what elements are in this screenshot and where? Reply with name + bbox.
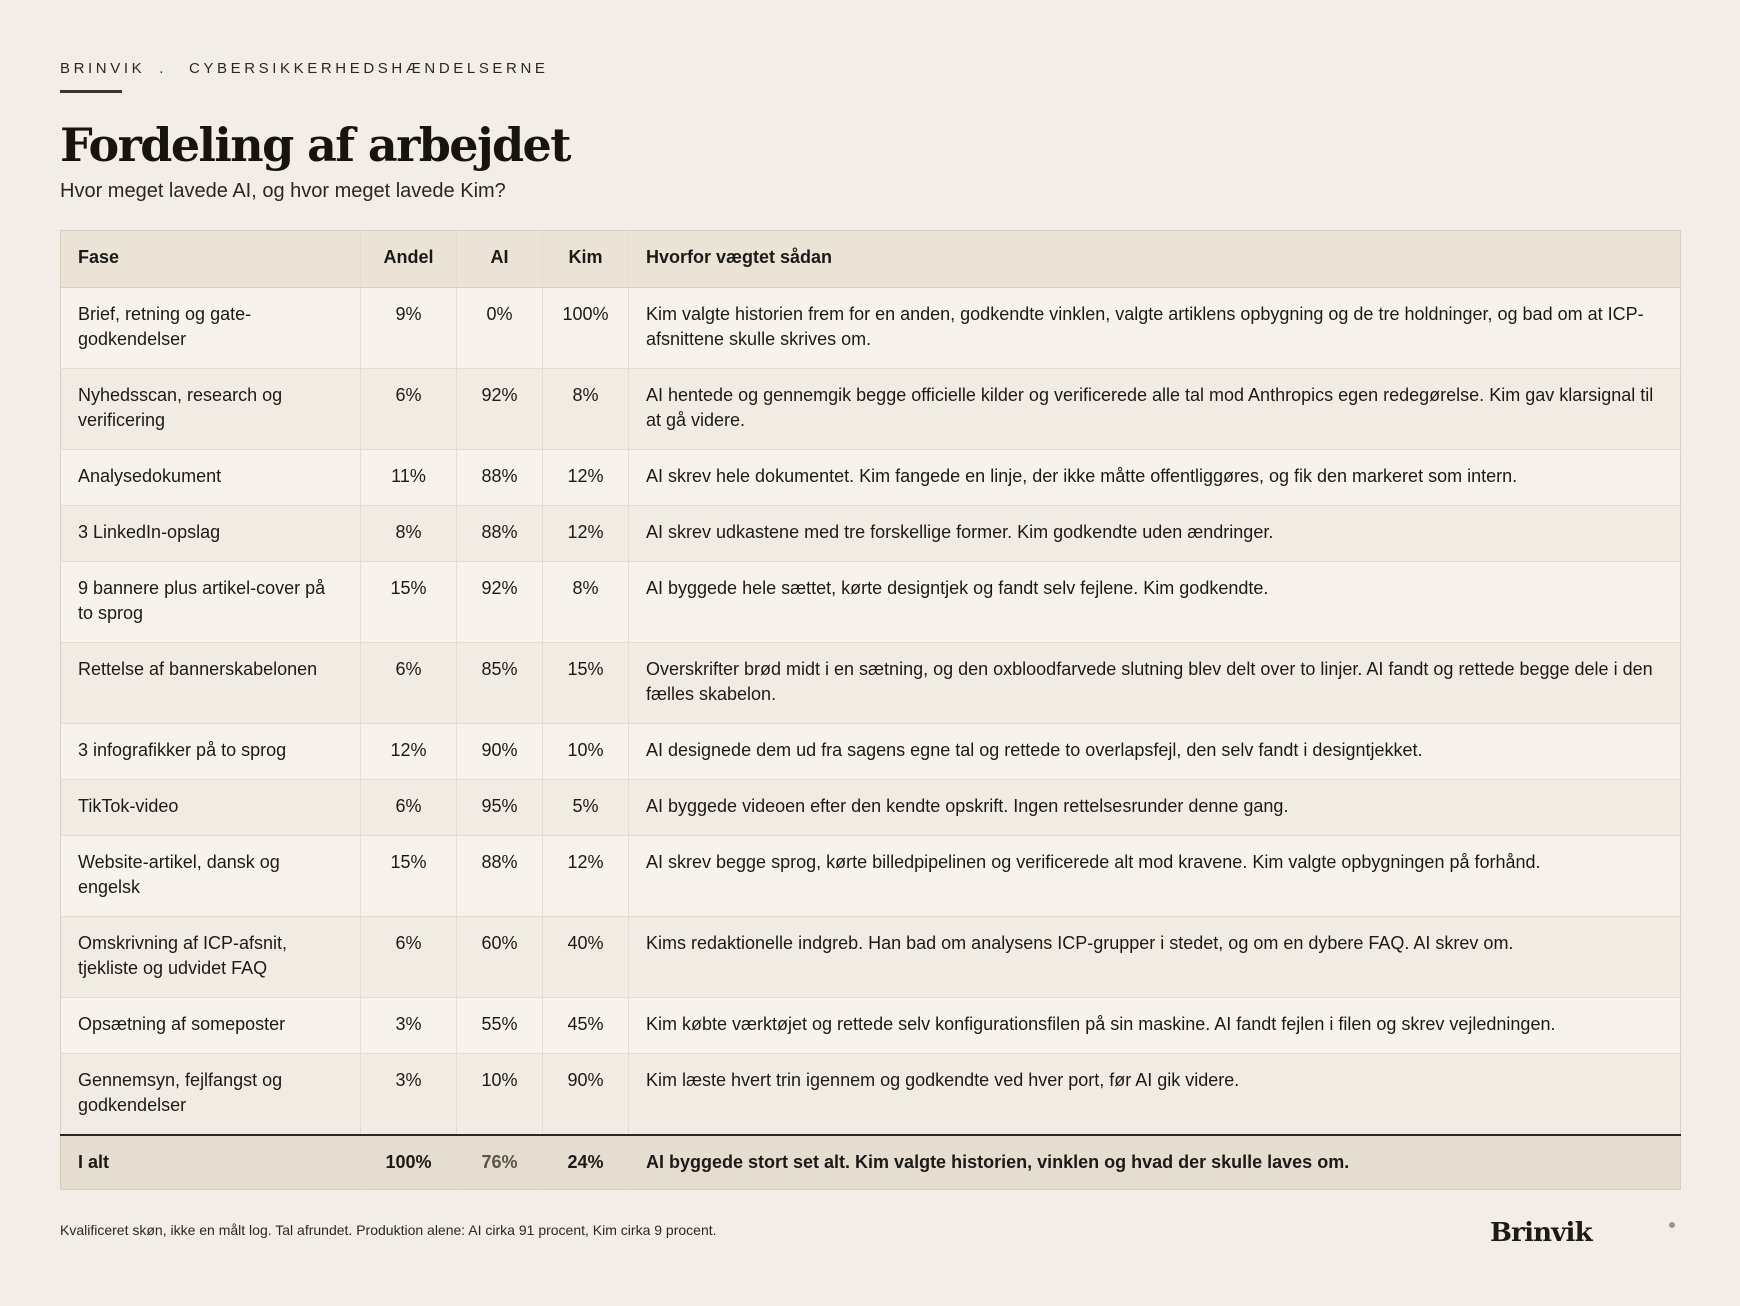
column-header-ai: AI [457,231,543,288]
table-row [61,643,1681,724]
cell-kim: 15% [543,643,629,724]
eyebrow-section: CYBERSIKKERHEDSHÆNDELSERNE [189,60,549,77]
work-distribution-table [60,230,1681,1190]
cell-kim: 12% [543,506,629,562]
cell-kim: 12% [543,836,629,917]
column-header-why: Hvorfor vægtet sådan [629,231,1681,288]
cell-ai: 10% [457,1054,543,1135]
table-total-row [61,1135,1681,1190]
total-ai: 76% [457,1135,543,1190]
cell-phase: Website-artikel, dansk og engelsk [61,836,361,917]
table-row [61,288,1681,369]
cell-ai: 85% [457,643,543,724]
eyebrow-brand: BRINVIK [60,60,146,77]
column-header-phase: Fase [61,231,361,288]
cell-ai: 88% [457,836,543,917]
cell-kim: 45% [543,998,629,1054]
footnote: Kvalificeret skøn, ikke en målt log. Tal afrundet. Produktion alene: AI cirka 91 procent, Kim cirka 9 procent. [60,1222,717,1238]
cell-phase: TikTok-video [61,780,361,836]
cell-why: AI skrev udkastene med tre forskellige former. Kim godkendte uden ændringer. [629,506,1681,562]
cell-phase: 3 infografikker på to sprog [61,724,361,780]
cell-share: 15% [361,836,457,917]
cell-share: 3% [361,998,457,1054]
table-row [61,1054,1681,1135]
cell-ai: 92% [457,562,543,643]
cell-ai: 92% [457,369,543,450]
cell-ai: 95% [457,780,543,836]
cell-phase: Analysedokument [61,450,361,506]
cell-why: AI byggede videoen efter den kendte opskrift. Ingen rettelsesrunder denne gang. [629,780,1681,836]
eyebrow-separator: . [159,60,167,77]
total-share: 100% [361,1135,457,1190]
column-header-kim: Kim [543,231,629,288]
cell-ai: 90% [457,724,543,780]
cell-share: 6% [361,917,457,998]
cell-share: 15% [361,562,457,643]
cell-kim: 90% [543,1054,629,1135]
table-row [61,450,1681,506]
cell-share: 3% [361,1054,457,1135]
cell-why: Kim valgte historien frem for en anden, godkendte vinklen, valgte artiklens opbygning og de tre holdninger, og bad om at ICP-afsnittene skulle skrives om. [629,288,1681,369]
cell-ai: 88% [457,506,543,562]
cell-why: Kim læste hvert trin igennem og godkendte ved hver port, før AI gik videre. [629,1054,1681,1135]
cell-ai: 0% [457,288,543,369]
eyebrow [60,60,549,77]
cell-why: AI designede dem ud fra sagens egne tal og rettede to overlapsfejl, den selv fandt i designtjekket. [629,724,1681,780]
table-row [61,506,1681,562]
table-row [61,780,1681,836]
cell-kim: 5% [543,780,629,836]
cell-ai: 88% [457,450,543,506]
table-row [61,836,1681,917]
cell-why: AI skrev hele dokumentet. Kim fangede en linje, der ikke måtte offentliggøres, og fik den markeret som intern. [629,450,1681,506]
brand-logo: Brinvik [1490,1218,1592,1248]
column-header-share: Andel [361,231,457,288]
table-row [61,998,1681,1054]
table-row [61,369,1681,450]
cell-phase: Omskrivning af ICP-afsnit, tjekliste og udvidet FAQ [61,917,361,998]
cell-kim: 12% [543,450,629,506]
page-subtitle: Hvor meget lavede AI, og hvor meget lavede Kim? [60,180,506,202]
cell-share: 11% [361,450,457,506]
cell-kim: 8% [543,369,629,450]
cell-phase: Opsætning af someposter [61,998,361,1054]
cell-why: AI byggede hele sættet, kørte designtjek og fandt selv fejlene. Kim godkendte. [629,562,1681,643]
cell-ai: 60% [457,917,543,998]
cell-phase: 3 LinkedIn-opslag [61,506,361,562]
cell-phase: Brief, retning og gate-godkendelser [61,288,361,369]
table-header-row [61,231,1681,288]
cell-kim: 40% [543,917,629,998]
table-row [61,724,1681,780]
cell-kim: 100% [543,288,629,369]
page-dot [1669,1222,1675,1228]
cell-phase: 9 bannere plus artikel-cover på to sprog [61,562,361,643]
cell-kim: 10% [543,724,629,780]
cell-share: 8% [361,506,457,562]
cell-why: AI skrev begge sprog, kørte billedpipelinen og verificerede alt mod kravene. Kim valgte opbygningen på forhånd. [629,836,1681,917]
table-row [61,917,1681,998]
cell-ai: 55% [457,998,543,1054]
total-kim: 24% [543,1135,629,1190]
table-row [61,562,1681,643]
cell-share: 6% [361,369,457,450]
cell-phase: Rettelse af bannerskabelonen [61,643,361,724]
cell-share: 6% [361,643,457,724]
total-why: AI byggede stort set alt. Kim valgte historien, vinklen og hvad der skulle laves om. [629,1135,1681,1190]
cell-share: 6% [361,780,457,836]
total-phase: I alt [61,1135,361,1190]
page-title: Fordeling af arbejdet [60,118,570,172]
cell-why: Overskrifter brød midt i en sætning, og den oxbloodfarvede slutning blev delt over to linjer. AI fandt og rettede begge dele i den fælles skabelon. [629,643,1681,724]
cell-why: Kim købte værktøjet og rettede selv konfigurationsfilen på sin maskine. AI fandt fejlen i filen og skrev vejledningen. [629,998,1681,1054]
cell-phase: Gennemsyn, fejlfangst og godkendelser [61,1054,361,1135]
cell-kim: 8% [543,562,629,643]
cell-share: 9% [361,288,457,369]
cell-phase: Nyhedsscan, research og verificering [61,369,361,450]
eyebrow-rule [60,90,122,93]
cell-why: Kims redaktionelle indgreb. Han bad om analysens ICP-grupper i stedet, og om en dybere FAQ. AI skrev om. [629,917,1681,998]
cell-share: 12% [361,724,457,780]
cell-why: AI hentede og gennemgik begge officielle kilder og verificerede alle tal mod Anthropics egen redegørelse. Kim gav klarsignal til at gå videre. [629,369,1681,450]
